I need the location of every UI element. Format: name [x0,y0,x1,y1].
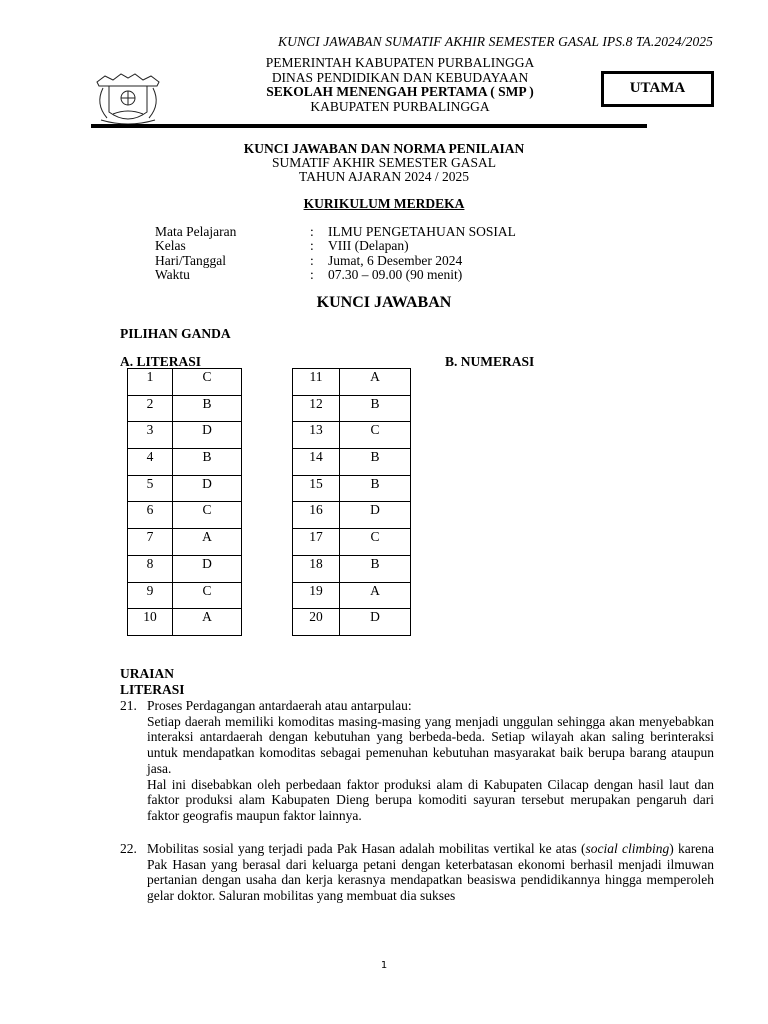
answer-paragraph: Hal ini disebabkan oleh perbedaan faktor produksi alam di Kabupaten Cilacap dengan hasil laut dan faktor produksi alam Kabupaten Dieng berupa komoditi sayuran tersebut merupakan pengaruh dari faktor geografis maupun faktor lainnya. [147,776,714,823]
essay-answer-21 [120,698,714,824]
question-number: 19 [293,582,340,609]
info-label: Waktu [155,266,190,282]
answer-letter: A [340,582,411,609]
answer-letter: C [340,529,411,556]
table-row [128,609,242,636]
question-number: 20 [293,609,340,636]
title-line-2: SUMATIF AKHIR SEMESTER GASAL [272,155,496,170]
answer-key-heading: KUNCI JAWABAN [316,294,452,311]
info-value: Jumat, 6 Desember 2024 [328,252,463,268]
question-number: 7 [128,529,173,556]
info-separator: : [310,252,314,268]
table-row [293,369,411,396]
table-row [293,422,411,449]
institution-header [200,56,600,114]
question-number: 12 [293,395,340,422]
question-number: 15 [293,475,340,502]
header-divider [91,124,647,128]
question-number: 2 [128,395,173,422]
table-row [293,609,411,636]
numerasi-heading: B. NUMERASI [445,354,535,369]
answer-letter: D [340,502,411,529]
info-label: Kelas [155,238,186,254]
table-row [293,502,411,529]
question-number: 14 [293,449,340,476]
question-number: 5 [128,475,173,502]
answer-table-1-10 [127,368,242,636]
essay-answer-22 [120,841,714,904]
info-row [155,268,516,282]
table-row [128,475,242,502]
question-number: 1 [128,369,173,396]
document-title [0,142,768,184]
utama-badge: UTAMA [601,71,714,107]
multiple-choice-heading: PILIHAN GANDA [120,326,231,341]
answer-italic-term: social climbing [585,841,670,856]
answer-letter: B [340,395,411,422]
answer-letter: A [173,529,242,556]
answer-letter: B [340,449,411,476]
table-row [128,422,242,449]
answer-letter: B [340,555,411,582]
inst-line-4: KABUPATEN PURBALINGGA [310,98,490,114]
info-separator: : [310,266,314,282]
table-row [128,529,242,556]
answer-text: ) karena Pak Hasan yang berasal dari keluarga petani dengan keterbatasan ekonomi berhasil menjadi ilmuwan pertanian dengan usaha dan kerja kerasnya mendapatkan beasiswa pendidikannya hingga memperoleh gelar doktor. Saluran mobilitas yang membuat dia sukses [147,841,714,904]
table-row [128,449,242,476]
table-row [293,529,411,556]
essay-subheading: LITERASI [120,682,185,697]
table-row [293,449,411,476]
table-row [128,502,242,529]
answer-intro: Proses Perdagangan antardaerah atau antarpulau: [147,698,412,713]
literasi-heading: A. LITERASI [120,354,202,369]
table-row [293,582,411,609]
question-number: 16 [293,502,340,529]
inst-line-2: DINAS PENDIDIKAN DAN KEBUDAYAAN [271,69,529,85]
question-number: 21. [120,698,137,713]
table-row [128,582,242,609]
answer-text: Mobilitas sosial yang terjadi pada Pak Hasan adalah mobilitas vertikal ke atas ( [147,841,586,856]
answer-letter: B [340,475,411,502]
answer-letter: D [173,422,242,449]
question-number: 17 [293,529,340,556]
table-row [293,395,411,422]
answer-paragraph [147,841,714,904]
question-number: 6 [128,502,173,529]
answer-paragraph: Setiap daerah memiliki komoditas masing-masing yang menjadi unggulan sehingga akan menyebabkan interaksi antardaerah dengan kebutuhan yang berbeda-beda. Setiap wilayah akan saling berinteraksi untuk mendapatkan komoditas sebagai pemenuhan kebutuhan masyarakat baik berupa barang ataupun jasa. [147,713,714,776]
page-number: 1 [380,960,388,971]
question-number: 4 [128,449,173,476]
info-row [155,254,516,268]
info-label: Mata Pelajaran [155,224,237,239]
curriculum-label: KURIKULUM MERDEKA [303,196,465,211]
answer-letter: A [340,369,411,396]
info-separator: : [310,224,314,239]
title-line-1: KUNCI JAWABAN DAN NORMA PENILAIAN [243,141,525,156]
answer-letter: B [173,449,242,476]
question-number: 18 [293,555,340,582]
title-line-3: TAHUN AJARAN 2024 / 2025 [299,169,469,184]
answer-letter: D [173,555,242,582]
info-row [155,239,516,253]
table-row [128,395,242,422]
question-number: 22. [120,841,137,856]
answer-letter: D [340,609,411,636]
table-row [293,555,411,582]
question-number: 9 [128,582,173,609]
essay-heading: URAIAN [120,666,174,681]
inst-line-1: PEMERINTAH KABUPATEN PURBALINGGA [265,55,535,70]
table-row [293,475,411,502]
question-number: 10 [128,609,173,636]
answer-letter: C [173,582,242,609]
answer-letter: B [173,395,242,422]
info-value: VIII (Delapan) [328,238,409,254]
question-number: 3 [128,422,173,449]
answer-letter: A [173,609,242,636]
answer-letter: C [173,369,242,396]
question-number: 13 [293,422,340,449]
answer-letter: C [340,422,411,449]
info-separator: : [310,238,314,254]
exam-info [155,225,516,282]
answer-letter: C [173,502,242,529]
info-label: Hari/Tanggal [155,252,227,268]
answer-table-11-20 [292,368,411,636]
table-row [128,555,242,582]
regency-emblem-icon [91,68,165,126]
answer-letter: D [173,475,242,502]
inst-line-3: SEKOLAH MENENGAH PERTAMA ( SMP ) [266,84,534,99]
table-row [128,369,242,396]
info-value: ILMU PENGETAHUAN SOSIAL [328,224,516,239]
question-number: 8 [128,555,173,582]
info-row [155,225,516,239]
running-header: KUNCI JAWABAN SUMATIF AKHIR SEMESTER GASAL IPS.8 TA.2024/2025 [278,34,713,49]
question-number: 11 [293,369,340,396]
info-value: 07.30 – 09.00 (90 menit) [328,266,463,282]
